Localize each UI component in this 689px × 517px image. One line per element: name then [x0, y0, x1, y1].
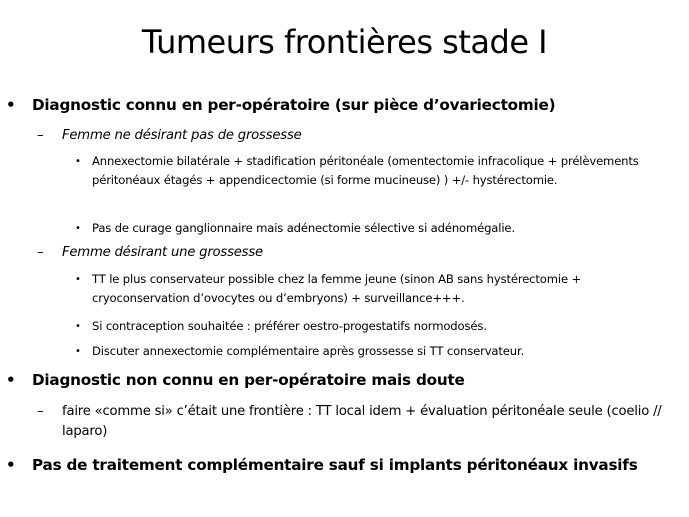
sub-bullet-desirant-grossesse [37, 243, 263, 263]
item-text: Discuter annexectomie complémentaire après grossesse si TT conservateur. [92, 344, 525, 358]
item-text: Annexectomie bilatérale + stadification péritonéale (omentectomie infracolique + prélèvements péritonéaux étagés + appendicectomie (si forme mucineuse) ) +/- hystérectomie. [92, 154, 639, 187]
item-text: Pas de curage ganglionnaire mais adénectomie sélective si adénomégalie. [92, 221, 515, 235]
item-text: TT le plus conservateur possible chez la femme jeune (sinon AB sans hystérectomie + cryoconservation d’ovocytes ou d’embryons) + surveillance+++. [92, 272, 582, 305]
sub-bullet-text: faire «comme si» c’était une frontière : TT local idem + évaluation péritonéale seule (coelio // laparo) [62, 404, 662, 439]
item-tt-conservateur [75, 270, 652, 308]
bullet-marker: • [6, 456, 16, 474]
slide-title: Tumeurs frontières stade I [141, 23, 548, 61]
bullet-marker: • [75, 321, 81, 332]
bullet-marker: • [6, 371, 16, 389]
bullet-diagnostic-connu [6, 94, 556, 116]
sub-bullet-text: Femme ne désirant pas de grossesse [62, 128, 302, 143]
bullet-pas-de-traitement [6, 454, 638, 476]
bullet-text: Diagnostic connu en per-opératoire (sur pièce d’ovariectomie) [32, 96, 556, 114]
sub-bullet-sans-grossesse [37, 126, 302, 146]
bullet-marker: • [75, 346, 81, 357]
bullet-marker: • [75, 274, 81, 285]
bullet-marker: • [75, 156, 81, 167]
item-text: Si contraception souhaitée : préférer oestro-progestatifs normodosés. [92, 319, 487, 333]
bullet-marker: • [75, 223, 81, 234]
dash-marker: – [37, 128, 44, 143]
sub-bullet-comme-si [37, 402, 662, 442]
bullet-marker: • [6, 96, 16, 114]
item-contraception [75, 317, 652, 336]
bullet-text: Diagnostic non connu en per-opératoire mais doute [32, 371, 465, 389]
item-annexectomie-bilaterale [75, 152, 652, 190]
item-annexectomie-complementaire [75, 342, 652, 361]
bullet-diagnostic-non-connu [6, 369, 465, 391]
item-pas-de-curage [75, 219, 652, 238]
sub-bullet-text: Femme désirant une grossesse [62, 245, 263, 260]
dash-marker: – [37, 404, 44, 419]
bullet-text: Pas de traitement complémentaire sauf si implants péritonéaux invasifs [32, 456, 638, 474]
dash-marker: – [37, 245, 44, 260]
